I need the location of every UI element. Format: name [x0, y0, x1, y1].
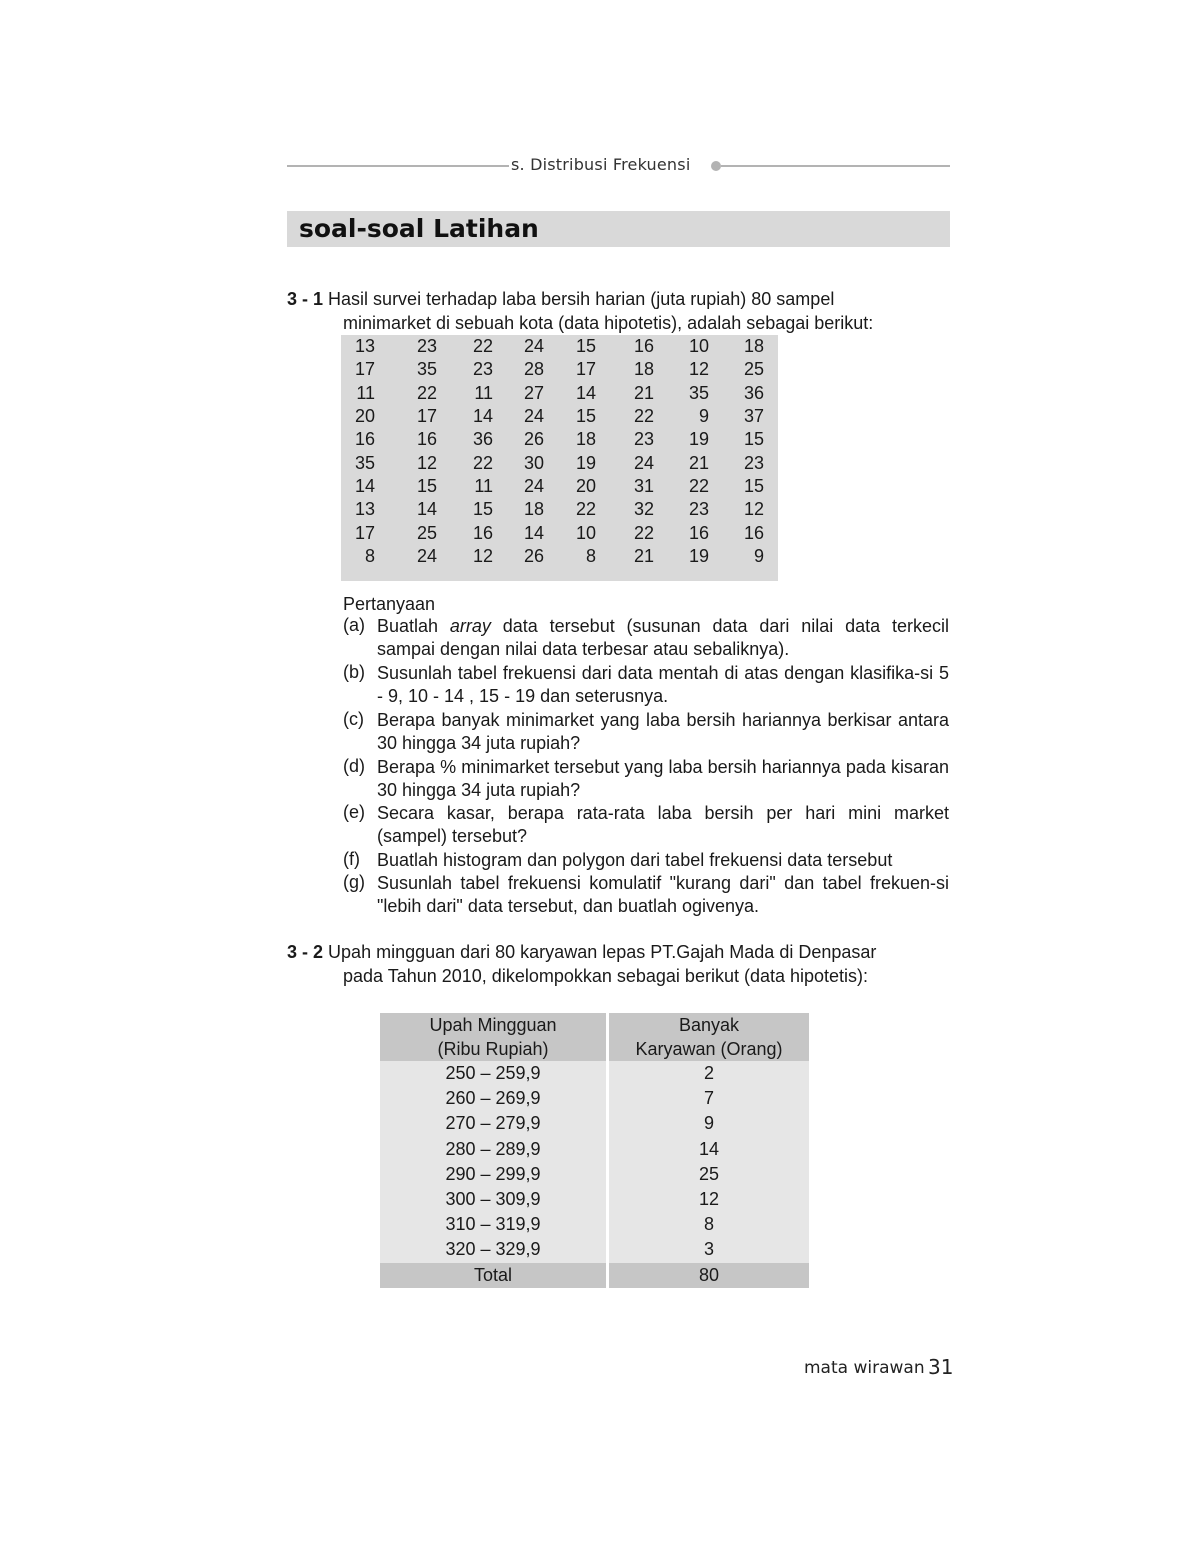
table-row — [380, 1212, 809, 1237]
question-label: (d) — [343, 756, 365, 776]
problem2-number: 3 - 2 — [287, 942, 324, 962]
data-cell: 21 — [633, 382, 654, 403]
data-grid-row — [341, 475, 764, 498]
wage-range: 280 – 289,9 — [380, 1137, 609, 1162]
data-cell: 23 — [472, 359, 493, 380]
data-cell: 25 — [743, 359, 764, 380]
wage-range: 290 – 299,9 — [380, 1162, 609, 1187]
data-cell: 26 — [523, 429, 544, 450]
header-dot-icon — [711, 161, 721, 171]
data-cell: 15 — [472, 499, 493, 520]
data-cell: 16 — [633, 336, 654, 357]
total-value: 80 — [609, 1263, 809, 1288]
table-row — [380, 1137, 809, 1162]
data-cell: 13 — [354, 336, 375, 357]
data-cell: 36 — [743, 382, 764, 403]
data-cell: 16 — [472, 522, 493, 543]
employee-count: 12 — [609, 1187, 809, 1212]
problem1-number: 3 - 1 — [287, 289, 324, 309]
page-number: 31 — [928, 1355, 954, 1379]
data-cell: 22 — [416, 382, 437, 403]
data-grid-row — [341, 428, 764, 451]
data-cell: 37 — [743, 406, 764, 427]
data-cell: 11 — [474, 475, 493, 496]
data-cell: 22 — [633, 522, 654, 543]
data-cell: 23 — [743, 452, 764, 473]
data-cell: 12 — [743, 499, 764, 520]
question-text: Buatlah histogram dan polygon dari tabel frekuensi data tersebut — [377, 850, 893, 870]
problem1-intro-line1 — [287, 287, 834, 311]
question-text: Susunlah tabel frekuensi dari data mentah di atas dengan klasifika-si 5 - 9, 10 - 14 , 15 - 19 dan seterusnya. — [377, 663, 949, 707]
wage-frequency-table — [380, 1013, 809, 1288]
employee-count: 8 — [609, 1212, 809, 1237]
data-cell: 18 — [523, 499, 544, 520]
data-cell: 24 — [416, 545, 437, 566]
question-text: Berapa % minimarket tersebut yang laba bersih hariannya pada kisaran 30 hingga 34 juta rupiah? — [377, 757, 949, 801]
data-grid-row — [341, 382, 764, 405]
data-cell: 31 — [633, 475, 654, 496]
question-text-emphasis: array — [449, 616, 491, 636]
data-cell: 22 — [688, 475, 709, 496]
data-cell: 24 — [633, 452, 654, 473]
data-grid-row — [341, 498, 764, 521]
data-grid-row — [341, 335, 764, 358]
problem2-intro-line2: pada Tahun 2010, dikelompokkan sebagai berikut (data hipotetis): — [343, 966, 869, 986]
data-cell: 18 — [633, 359, 654, 380]
question-label: (e) — [343, 802, 365, 822]
data-cell: 16 — [354, 429, 375, 450]
data-cell: 20 — [575, 475, 596, 496]
question-text-rest: data tersebut (susunan data dari nilai data terkecil sampai dengan nilai data terbesar atau sebaliknya). — [377, 616, 949, 660]
data-cell: 23 — [633, 429, 654, 450]
total-label: Total — [380, 1263, 609, 1288]
data-cell: 15 — [575, 406, 596, 427]
data-cell: 25 — [416, 522, 437, 543]
wage-range: 310 – 319,9 — [380, 1212, 609, 1237]
employee-count: 3 — [609, 1237, 809, 1262]
data-cell: 16 — [416, 429, 437, 450]
wage-range: 270 – 279,9 — [380, 1111, 609, 1136]
question-text: Berapa banyak minimarket yang laba bersih hariannya berkisar antara 30 hingga 34 juta rupiah? — [377, 710, 949, 754]
problem2-intro-line1 — [287, 940, 876, 964]
question-label: (c) — [343, 709, 364, 729]
data-grid-row — [341, 521, 764, 544]
data-cell: 22 — [575, 499, 596, 520]
data-cell: 24 — [523, 336, 544, 357]
section-title: soal-soal Latihan — [299, 214, 539, 243]
employee-count: 2 — [609, 1061, 809, 1086]
data-cell: 11 — [356, 382, 375, 403]
problem1-intro-line2: minimarket di sebuah kota (data hipotetis), adalah sebagai berikut: — [343, 313, 874, 333]
table-row — [380, 1061, 809, 1086]
data-cell: 24 — [523, 406, 544, 427]
data-cell: 22 — [472, 452, 493, 473]
data-cell: 17 — [416, 406, 437, 427]
employee-count-header: Banyak Karyawan (Orang) — [609, 1013, 809, 1061]
question-label: (f) — [343, 849, 360, 869]
data-cell: 19 — [688, 545, 709, 566]
question-text: Susunlah tabel frekuensi komulatif "kurang dari" dan tabel frekuen-si "lebih dari" data tersebut, dan buatlah ogivenya. — [377, 873, 949, 917]
data-cell: 23 — [416, 336, 437, 357]
data-cell: 16 — [743, 522, 764, 543]
data-cell: 15 — [743, 475, 764, 496]
data-cell: 13 — [354, 499, 375, 520]
raw-data-grid — [341, 335, 764, 568]
data-cell: 12 — [472, 545, 493, 566]
data-cell: 9 — [698, 406, 709, 427]
data-grid-row — [341, 405, 764, 428]
question-text — [377, 615, 949, 662]
data-cell: 22 — [633, 406, 654, 427]
employee-count: 25 — [609, 1162, 809, 1187]
question-label: (g) — [343, 872, 365, 892]
data-cell: 26 — [523, 545, 544, 566]
data-grid-row — [341, 451, 764, 474]
data-cell: 18 — [575, 429, 596, 450]
data-cell: 17 — [575, 359, 596, 380]
table-row — [380, 1111, 809, 1136]
question-label: (b) — [343, 662, 365, 682]
total-row — [380, 1263, 809, 1288]
header-rule-left — [287, 165, 509, 167]
data-cell: 10 — [575, 522, 596, 543]
header-rule-right — [721, 165, 950, 167]
data-cell: 35 — [688, 382, 709, 403]
data-cell: 8 — [364, 545, 375, 566]
problem1-intro-text: Hasil survei terhadap laba bersih harian (juta rupiah) 80 sampel — [328, 289, 835, 309]
data-cell: 15 — [743, 429, 764, 450]
data-cell: 14 — [472, 406, 493, 427]
data-cell: 17 — [354, 359, 375, 380]
wage-range: 250 – 259,9 — [380, 1061, 609, 1086]
running-header: s. Distribusi Frekuensi — [511, 155, 691, 174]
table-row — [380, 1162, 809, 1187]
data-cell: 16 — [688, 522, 709, 543]
data-cell: 18 — [743, 336, 764, 357]
data-cell: 11 — [474, 382, 493, 403]
data-cell: 12 — [688, 359, 709, 380]
data-cell: 17 — [354, 522, 375, 543]
data-cell: 21 — [688, 452, 709, 473]
data-cell: 28 — [523, 359, 544, 380]
data-cell: 20 — [354, 406, 375, 427]
data-cell: 14 — [354, 475, 375, 496]
employee-count: 14 — [609, 1137, 809, 1162]
data-cell: 8 — [585, 545, 596, 566]
data-cell: 35 — [354, 452, 375, 473]
table-row — [380, 1086, 809, 1111]
question-text-pre: Buatlah — [377, 616, 450, 636]
data-cell: 21 — [633, 545, 654, 566]
data-cell: 9 — [753, 545, 764, 566]
data-cell: 12 — [416, 452, 437, 473]
wage-range: 260 – 269,9 — [380, 1086, 609, 1111]
data-cell: 14 — [575, 382, 596, 403]
data-cell: 15 — [575, 336, 596, 357]
data-cell: 14 — [523, 522, 544, 543]
data-cell: 30 — [523, 452, 544, 473]
data-cell: 24 — [523, 475, 544, 496]
data-cell: 23 — [688, 499, 709, 520]
problem2-intro-text: Upah mingguan dari 80 karyawan lepas PT.Gajah Mada di Denpasar — [328, 942, 877, 962]
data-cell: 19 — [688, 429, 709, 450]
data-cell: 15 — [416, 475, 437, 496]
data-cell: 19 — [575, 452, 596, 473]
data-cell: 22 — [472, 336, 493, 357]
data-cell: 35 — [416, 359, 437, 380]
wage-header: Upah Mingguan (Ribu Rupiah) — [380, 1013, 609, 1061]
table-row — [380, 1237, 809, 1262]
data-cell: 32 — [633, 499, 654, 520]
employee-count: 9 — [609, 1111, 809, 1136]
question-label: (a) — [343, 615, 365, 635]
data-cell: 10 — [688, 336, 709, 357]
table-row — [380, 1187, 809, 1212]
data-cell: 36 — [472, 429, 493, 450]
data-cell: 27 — [523, 382, 544, 403]
question-text: Secara kasar, berapa rata-rata laba bersih per hari mini market (sampel) tersebut? — [377, 803, 949, 847]
questions-heading: Pertanyaan — [343, 594, 436, 614]
data-cell: 14 — [416, 499, 437, 520]
data-grid-row — [341, 545, 764, 568]
section-banner — [287, 211, 950, 247]
data-grid-row — [341, 358, 764, 381]
wage-range: 300 – 309,9 — [380, 1187, 609, 1212]
wage-range: 320 – 329,9 — [380, 1237, 609, 1262]
footer-author: mata wirawan — [804, 1358, 925, 1378]
employee-count: 7 — [609, 1086, 809, 1111]
